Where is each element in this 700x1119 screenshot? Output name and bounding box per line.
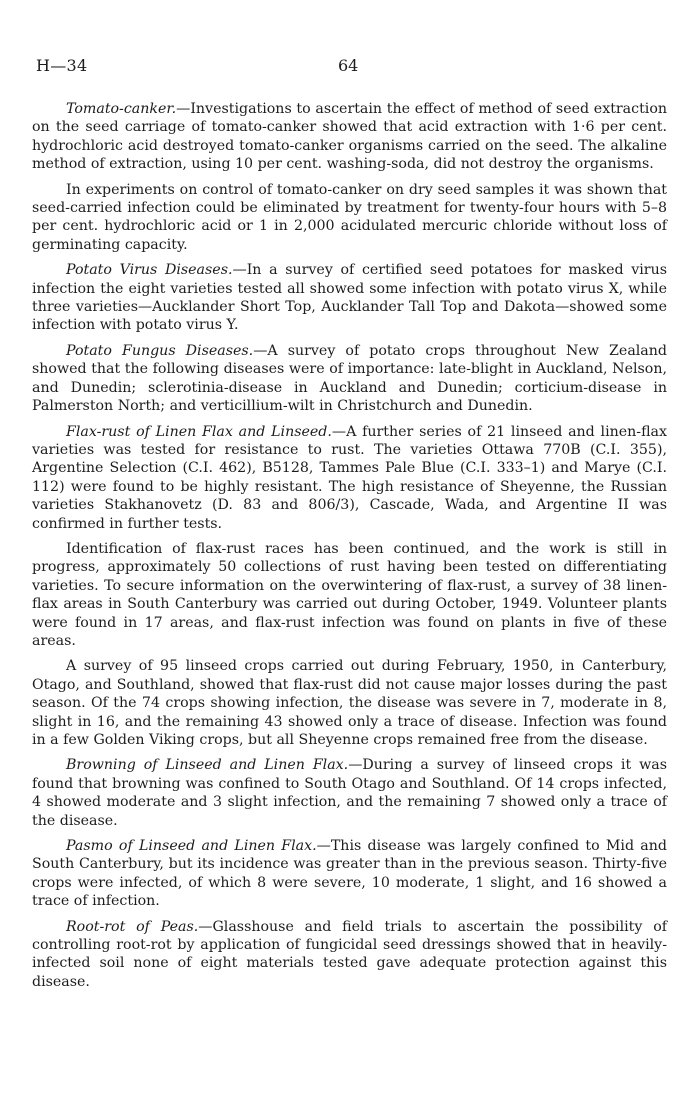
page-header [0, 56, 700, 80]
paragraph-text: —Investigations to ascertain the effect of method of seed extraction on the seed carriage of tomato-canker showed that acid extraction with 1·6 per cent. hydrochloric acid destroyed tomato-canker organisms carried on the seed. The alkaline method of extraction, using 10 per cent. washing-soda, did not destroy the organisms. [32, 101, 667, 173]
paragraph-tomato-canker-control [32, 181, 667, 255]
section-heading: Pasmo of Linseed and Linen Flax. [66, 838, 317, 855]
paragraph-tomato-canker [32, 100, 667, 174]
section-heading: Potato Virus Diseases. [66, 262, 233, 279]
paragraph-root-rot [32, 918, 667, 992]
section-heading: Potato Fungus Diseases. [66, 342, 254, 359]
paragraph-text: —A survey of potato crops throughout New Zealand showed that the following diseases were of importance: late-blight in Auckland, Nelson, and Dunedin; sclerotinia-disease in Auckland and Dunedin; corticium-disease in Palmerston North; and verticillium-wilt in Christchurch and Dunedin. [32, 342, 667, 415]
paragraph-text: Identification of flax-rust races has been continued, and the work is still in progress, approximately 50 collections of rust having been tested on differentiating varieties. To secure information on the overwintering of flax-rust, a survey of 38 linen-flax areas in South Canterbury was carried out during October, 1949. Volunteer plants were found in 17 areas, and flax-rust infection was found on plants in five of these areas. [32, 540, 667, 649]
paragraph-text: In experiments on control of tomato-canker on dry seed samples it was shown that seed-carried infection could be eliminated by treatment for twenty-four hours with 5–8 per cent. hydrochloric acid or 1 in 2,000 acidulated mercuric chloride without loss of germinating capacity. [32, 181, 667, 253]
section-heading: Root-rot of Peas. [66, 918, 199, 935]
section-heading: Browning of Linseed and Linen Flax. [66, 757, 349, 774]
paragraph-text: —A further series of 21 linseed and linen-flax varieties was tested for resistance to rust. The varieties Ottawa 770B (C.I. 355), Argentine Selection (C.I. 462), B5128, Tammes Pale Blue (C.I. 333–1) and Marye (C.I. 112) were found to be highly resistant. The high resistance of Sheyenne, the Russian varieties Stakhanovetz (D. 83 and 806/3), Cascade, Wada, and Argentine II was confirmed in further tests. [32, 423, 667, 532]
paragraph-browning [32, 756, 667, 830]
paragraph-flax-rust [32, 423, 667, 533]
paragraph-text: —In a survey of certified seed potatoes for masked virus infection the eight varieties tested all showed some infection with potato virus X, while three varieties—Aucklander Short Top, Aucklander Tall Top and Dakota—showed some infection with potato virus Y. [32, 262, 668, 334]
report-reference: H—34 [36, 56, 88, 75]
paragraph-potato-fungus [32, 342, 667, 416]
section-heading: Tomato-canker. [66, 101, 177, 117]
paragraph-linseed-survey [32, 657, 667, 749]
page-body [32, 100, 667, 998]
paragraph-text: —This disease was largely confined to Mid and South Canterbury, but its incidence was greater than in the previous season. Thirty-five crops were infected, of which 8 were severe, 10 moderate, 1 slight, and 16 showed a trace of infection. [32, 838, 667, 910]
paragraph-text: A survey of 95 linseed crops carried out during February, 1950, in Canterbury, Otago, and Southland, showed that flax-rust did not cause major losses during the past season. Of the 74 crops showing infection, the disease was severe in 7, moderate in 8, slight in 16, and the remaining 43 showed only a trace of disease. Infection was found in a few Golden Viking crops, but all Sheyenne crops remained free from the disease. [32, 658, 667, 748]
paragraph-text: —Glasshouse and field trials to ascertain the possibility of controlling root-rot by application of fungicidal seed dressings showed that in heavily-infected soil none of eight materials tested gave adequate protection against this disease. [32, 918, 667, 990]
paragraph-flax-rust-races [32, 540, 667, 650]
section-heading: Flax-rust of Linen Flax and Linseed. [66, 423, 332, 440]
paragraph-text: —During a survey of linseed crops it was found that browning was confined to South Otago and Southland. Of 14 crops infected, 4 showed moderate and 3 slight infection, and the remaining 7 showed only a trace of the disease. [32, 757, 667, 829]
page-number: 64 [338, 56, 359, 75]
paragraph-potato-virus [32, 261, 667, 335]
paragraph-pasmo [32, 837, 667, 911]
